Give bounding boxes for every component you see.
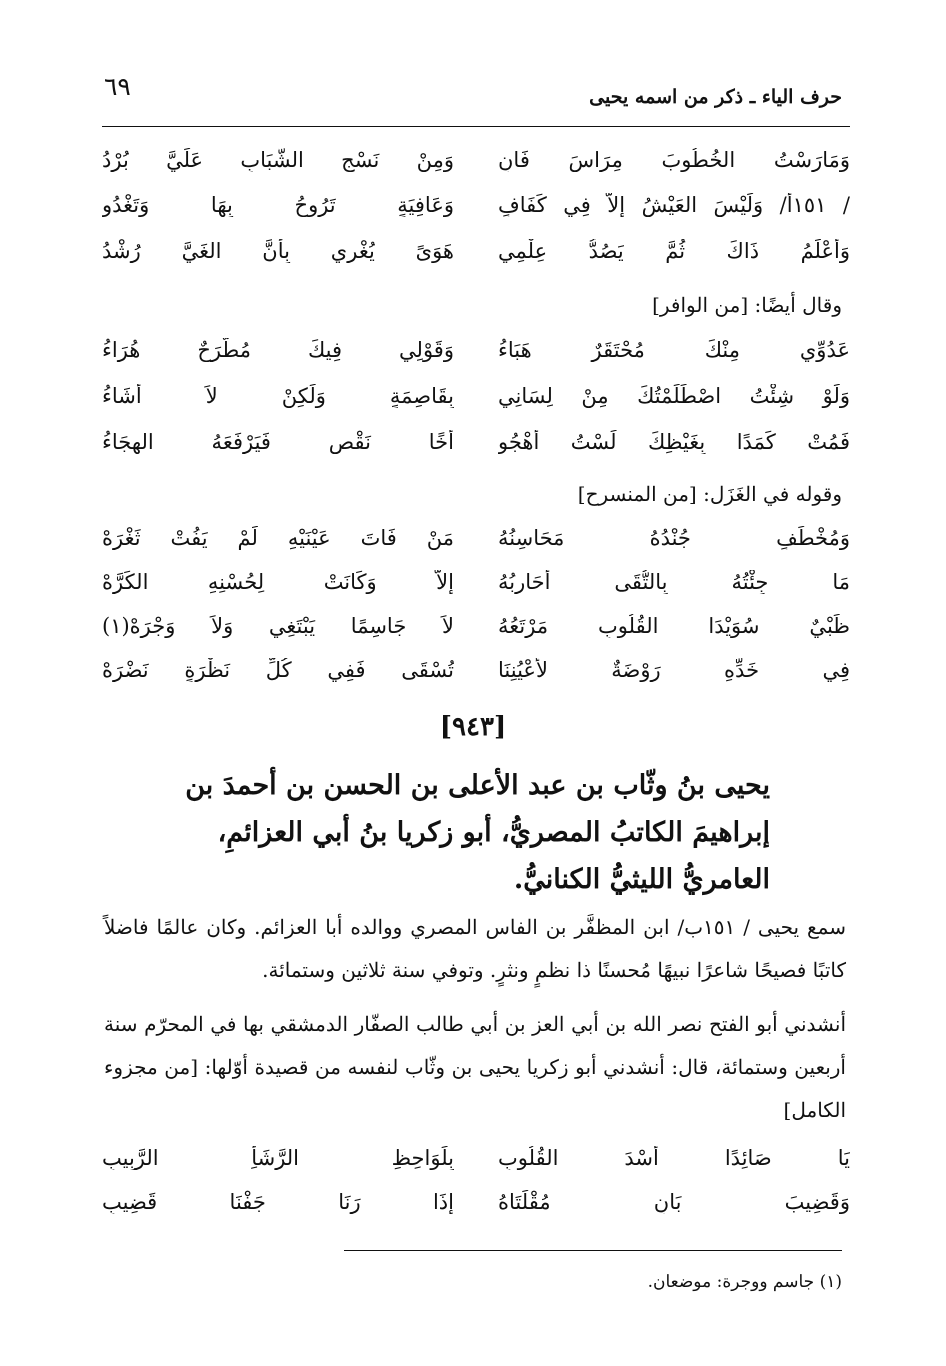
second-hemistich: إذَا رَنَا جَفْنَا قَضِيبِ <box>102 1190 454 1214</box>
poem-couplet <box>102 526 850 572</box>
first-hemistich: فِي خَدِّهِ رَوْضَةٌ لأَعْيُنِنَا <box>498 658 850 682</box>
poem-couplet <box>102 384 850 430</box>
second-hemistich: لاَ جَاسِمًا يَبْتَغِي وَلاَ وَجْرَهْ(١) <box>102 614 454 638</box>
poem-couplet <box>102 1190 850 1236</box>
verse-intro: وقال أيضًا: [من الوافر] <box>652 293 842 317</box>
running-title: حرف الياء ـ ذكر من اسمه يحيى <box>589 86 842 108</box>
first-hemistich: فَمُتْ كَمَدًا بِغَيْظِكَ لَسْتُ أَهْجُو <box>498 430 850 454</box>
poem-couplet <box>102 658 850 704</box>
poem-couplet <box>102 239 850 285</box>
first-hemistich: وَمَارَسْتُ الخُطُوبَ مِرَاسَ فَانٍ <box>498 148 850 172</box>
first-hemistich: يَا صَائِدًا أُسْدَ القُلُوبِ <box>498 1146 850 1170</box>
first-hemistich: وَلَوْ شِئْتُ اصْطَلَمْتُكَ مِنْ لِسَانِي <box>498 384 850 408</box>
second-hemistich: هَوَىً يُغْرِي بِأَنَّ الغَيَّ رُشْدُ <box>102 239 454 263</box>
first-hemistich: وَقَضِيبَ بَانٍ مُقْلَتَاهُ <box>498 1190 850 1214</box>
poem-couplet <box>102 570 850 616</box>
poem-couplet <box>102 338 850 384</box>
second-hemistich: وَقَوْلِي فِيكَ مُطَّرَحٌ هُرَاءُ <box>102 338 454 362</box>
footnote-rule <box>344 1250 842 1251</box>
narration-paragraph: أنشدني أبو الفتح نصر الله بن أبي العز بن أبي طالب الصفّار الدمشقي بها في المحرّم سنة أربعين وستمائة، قال: أنشدني أبو زكريا يحيى بن وثّاب لنفسه من قصيدة أوّلها: [من مجزوء الكامل] <box>104 1012 846 1122</box>
first-hemistich: وَمُخْطَفٍ جُنْدُهُ مَحَاسِنُهُ <box>498 526 850 550</box>
poem-couplet <box>102 193 850 239</box>
second-hemistich: مَنْ فَاتَ عَيْنَيْهِ لَمْ يَفُتْ ثَغْرَهْ <box>102 526 454 550</box>
second-hemistich: إلاَّ وَكَانَتْ لِحُسْنِهِ الكَرَّهْ <box>102 570 454 594</box>
poem-couplet <box>102 430 850 476</box>
entry-heading: يحيى بنُ وثّاب بن عبد الأعلى بن الحسن بن أحمدَ بن إبراهيمَ الكاتبُ المصريُّ، أبو زكريا بنُ أبي العزائمِ، العامريُّ الليثيُّ الكنانيُّ. <box>185 770 770 895</box>
second-hemistich: تُسْقَى فَفِي كُلِّ نَظْرَةٍ نَضْرَهْ <box>102 658 454 682</box>
poem-couplet <box>102 1146 850 1192</box>
header-rule <box>102 126 850 127</box>
poem-couplet <box>102 148 850 194</box>
second-hemistich: وَمِنْ نَسْجِ الشَّبَابِ عَلَيَّ بُرْدُ <box>102 148 454 172</box>
poem-couplet <box>102 614 850 660</box>
second-hemistich: وَعَافِيَةٍ تَرُوحُ بِهَا وَتَغْدُو <box>102 193 454 217</box>
verse-intro: وقوله في الغَزَل: [من المنسرح] <box>577 482 842 506</box>
first-hemistich: عَدُوِّي مِنْكَ مُحْتَقَرٌ هَبَاءُ <box>498 338 850 362</box>
page-number: ٦٩ <box>104 72 131 101</box>
entry-number: [٩٤٣] <box>439 712 507 742</box>
second-hemistich: بِلَوَاحِظِ الرَّشَأِ الرَّبِيبِ <box>102 1146 454 1170</box>
biography-paragraph: سمع يحيى / ١٥١ب/ ابن المظفَّر بن الفاس المصري ووالده أبا العزائم. وكان عالمًا فاضلاً كاتبًا فصيحًا شاعرًا نبيهًا مُحسنًا ذا نظمٍ ونثرٍ. وتوفي سنة ثلاثين وستمائة. <box>104 915 846 982</box>
footnote: (١) جاسم ووجرة: موضعان. <box>647 1272 842 1292</box>
first-hemistich: وَأَعْلَمُ ذَاكَ ثُمَّ يَصُدُّ عِلْمِي <box>498 239 850 263</box>
first-hemistich: ظَبْيٌ سُوَيْدَا القُلُوبِ مَرْتَعُهُ <box>498 614 850 638</box>
first-hemistich: مَا جِئْتُهُ بِالتُّقَى أُحَارِبُهُ <box>498 570 850 594</box>
first-hemistich: / ١٥١أ/ وَلَيْسَ العَيْشُ إلاَّ فِي كَفَافٍ <box>498 193 850 217</box>
second-hemistich: بِقَاصِمَةٍ وَلَكِنْ لاَ أَشَاءُ <box>102 384 454 408</box>
second-hemistich: أَخًا نَقْصٍ فَيَرْفَعَهُ الهِجَاءُ <box>102 430 454 454</box>
